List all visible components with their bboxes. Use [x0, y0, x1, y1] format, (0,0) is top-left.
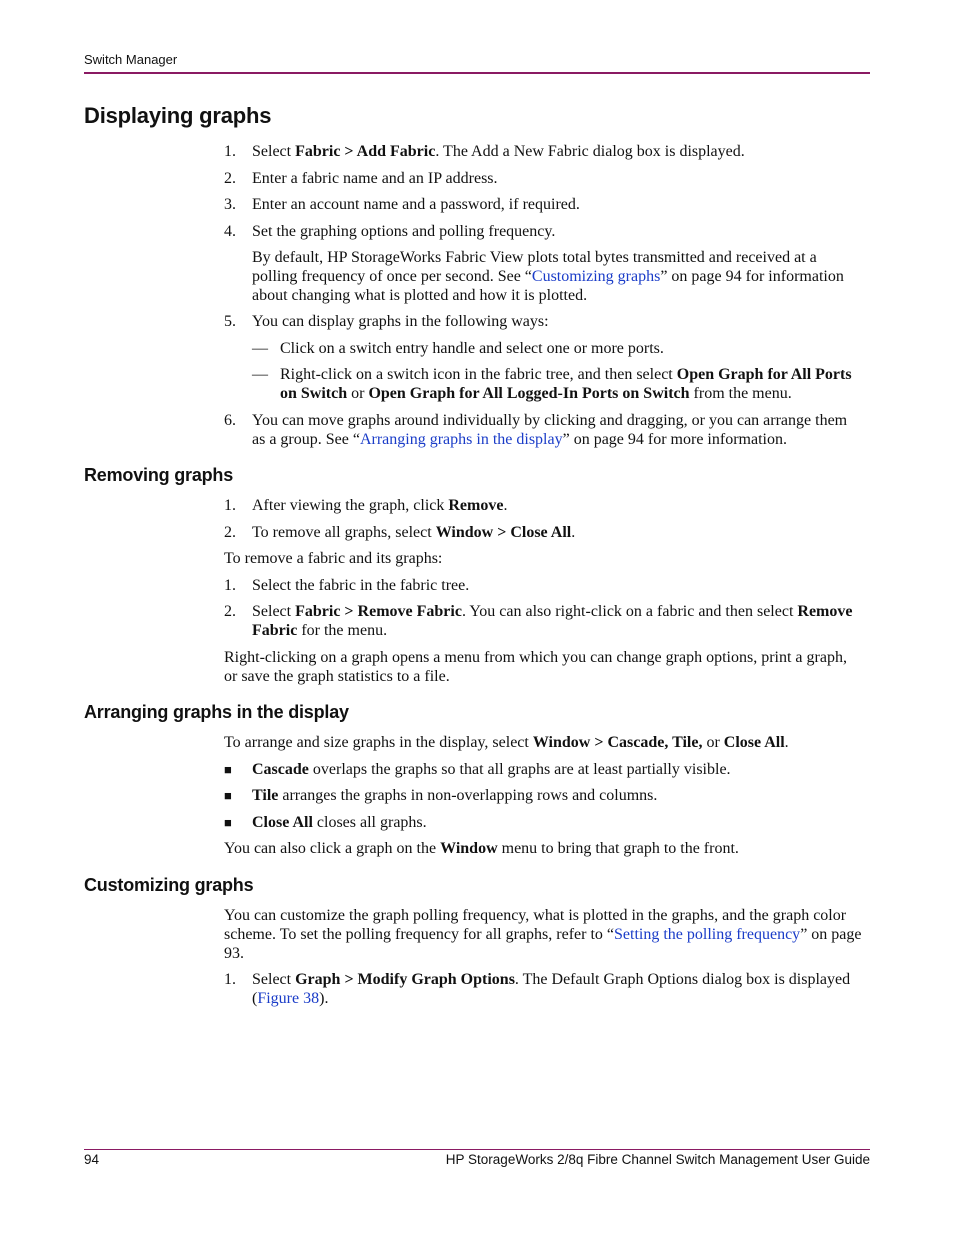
running-head: Switch Manager — [84, 52, 178, 67]
subsection-heading-arranging-graphs: Arranging graphs in the display — [84, 702, 349, 722]
step-number: 3. — [224, 196, 236, 213]
step-text: Select Fabric > Remove Fabric. You can also right-click on a fabric and then select Remove Fabric for the menu. — [252, 603, 853, 639]
step-number: 2. — [224, 524, 236, 541]
subsection-heading-removing-graphs: Removing graphs — [84, 465, 234, 485]
figure-38-link[interactable]: Figure 38 — [257, 990, 320, 1007]
step-number: 1. — [224, 971, 236, 988]
step-text: To remove all graphs, select Window > Close All. — [252, 524, 576, 541]
step-text: Select the fabric in the fabric tree. — [252, 577, 470, 594]
step-text: You can display graphs in the following ways: — [252, 313, 549, 330]
step-number: 1. — [224, 143, 236, 160]
paragraph: You can customize the graph polling frequency, what is plotted in the graphs, and the graph color scheme. To set the polling frequency for all graphs, refer to “Setting the polling frequency” on page 93. — [224, 907, 862, 962]
footer-guide-title: HP StorageWorks 2/8q Fibre Channel Switch Management User Guide — [445, 1152, 870, 1167]
step-number: 5. — [224, 313, 236, 330]
bullet-item: Cascade overlaps the graphs so that all graphs are at least partially visible. — [252, 761, 731, 778]
setting-polling-frequency-link[interactable]: Setting the polling frequency — [614, 926, 801, 943]
step-text: You can move graphs around individually by clicking and dragging, or you can arrange them as a group. See “Arranging graphs in the display” on page 94 for more information. — [252, 412, 848, 448]
footer-rule — [84, 1149, 870, 1150]
page-number: 94 — [84, 1152, 100, 1167]
step-text: Set the graphing options and polling frequency. — [252, 223, 556, 240]
step-text: Select Fabric > Add Fabric. The Add a New Fabric dialog box is displayed. — [252, 143, 745, 160]
step-number: 1. — [224, 497, 236, 514]
paragraph: Right-clicking on a graph opens a menu from which you can change graph options, print a graph, or save the graph statistics to a file. — [224, 649, 847, 685]
paragraph: You can also click a graph on the Window menu to bring that graph to the front. — [224, 840, 739, 857]
step-note: By default, HP StorageWorks Fabric View plots total bytes transmitted and received at a polling frequency of once per second. See “Customizing graphs” on page 94 for information about changing what is plotted and how it is plotted. — [252, 249, 844, 304]
bullet-item: Close All closes all graphs. — [252, 814, 427, 831]
arranging-graphs-link[interactable]: Arranging graphs in the display — [359, 431, 563, 448]
dash-item: Right-click on a switch icon in the fabric tree, and then select Open Graph for All Ports on Switch or Open Graph for All Logged-In Ports on Switch from the menu. — [280, 366, 852, 402]
step-number: 1. — [224, 577, 236, 594]
bullet-square: ■ — [224, 788, 232, 803]
step-text: Enter an account name and a password, if required. — [252, 196, 580, 213]
step-text: Enter a fabric name and an IP address. — [252, 170, 498, 187]
step-text: After viewing the graph, click Remove. — [252, 497, 508, 514]
customizing-graphs-link[interactable]: Customizing graphs — [531, 268, 661, 285]
step-number: 6. — [224, 412, 236, 429]
dash-marker: — — [252, 366, 268, 383]
dash-marker: — — [252, 340, 268, 357]
dash-item: Click on a switch entry handle and select one or more ports. — [280, 340, 664, 357]
bullet-square: ■ — [224, 815, 232, 830]
step-number: 2. — [224, 603, 236, 620]
paragraph: To remove a fabric and its graphs: — [224, 550, 443, 567]
step-text: Select Graph > Modify Graph Options. The Default Graph Options dialog box is displayed (Figure 38). — [252, 971, 851, 1007]
bullet-item: Tile arranges the graphs in non-overlapping rows and columns. — [252, 787, 658, 804]
paragraph: To arrange and size graphs in the display, select Window > Cascade, Tile, or Close All. — [224, 734, 789, 751]
subsection-heading-customizing-graphs: Customizing graphs — [84, 875, 254, 895]
section-heading-displaying-graphs: Displaying graphs — [84, 103, 272, 128]
step-number: 2. — [224, 170, 236, 187]
step-number: 4. — [224, 223, 236, 240]
header-rule — [84, 72, 870, 74]
bullet-square: ■ — [224, 762, 232, 777]
